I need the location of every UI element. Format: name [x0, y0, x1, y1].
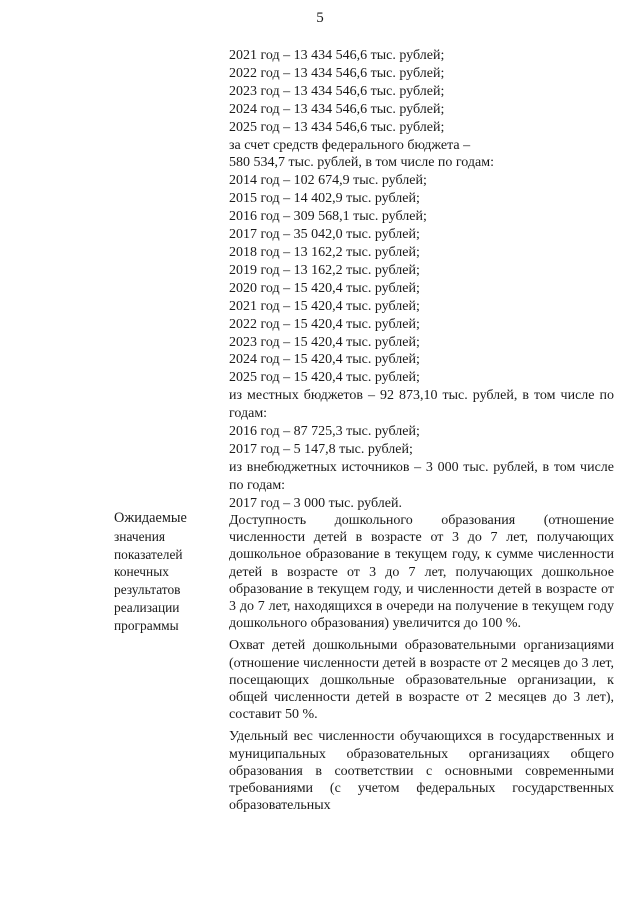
funding-line: 2023 год – 13 434 546,6 тыс. рублей; — [229, 83, 445, 99]
funding-line: 2022 год – 15 420,4 тыс. рублей; — [229, 316, 420, 332]
federal-budget-total: 580 534,7 тыс. рублей, в том числе по годам: — [229, 155, 494, 171]
funding-line: 2018 год – 13 162,2 тыс. рублей; — [229, 244, 420, 260]
funding-block — [229, 47, 614, 513]
expected-results-text — [229, 512, 614, 819]
federal-budget-heading: за счет средств федерального бюджета – — [229, 137, 471, 153]
label-line: Ожидаемые — [114, 510, 187, 526]
funding-line: 2017 год – 5 147,8 тыс. рублей; — [229, 441, 413, 457]
label-line: показателей — [114, 546, 183, 562]
funding-line: 2021 год – 13 434 546,6 тыс. рублей; — [229, 48, 445, 63]
result-paragraph: Охват детей дошкольными образовательными организациями (отношение численности детей в возрасте от 2 месяцев до 3 лет, посещающих дошкольные образовательные организации, к общей численности детей в возрасте от 2 месяцев до 3 лет), составит 50 %. — [229, 638, 614, 723]
label-line: программы — [114, 617, 179, 633]
funding-line: 2023 год – 15 420,4 тыс. рублей; — [229, 334, 420, 350]
label-line: конечных — [114, 564, 169, 580]
funding-line: 2020 год – 15 420,4 тыс. рублей; — [229, 280, 420, 296]
label-line: значения — [114, 528, 166, 544]
label-line: результатов — [114, 582, 181, 598]
funding-line: 2024 год – 15 420,4 тыс. рублей; — [229, 352, 420, 368]
funding-line: 2014 год – 102 674,9 тыс. рублей; — [229, 173, 427, 189]
result-paragraph: Удельный вес численности обучающихся в государственных и муниципальных образовательных организациях общего образования в соответствии с основными современными требованиями (с учетом федеральных государственных образовательных — [229, 729, 614, 814]
funding-line: 2025 год – 15 420,4 тыс. рублей; — [229, 370, 420, 386]
funding-line: 2024 год – 13 434 546,6 тыс. рублей; — [229, 101, 445, 117]
funding-line: 2021 год – 15 420,4 тыс. рублей; — [229, 298, 420, 314]
funding-line: 2016 год – 309 568,1 тыс. рублей; — [229, 209, 427, 225]
funding-line: 2015 год – 14 402,9 тыс. рублей; — [229, 191, 420, 207]
result-paragraph: Доступность дошкольного образования (отношение численности детей в возрасте от 3 до 7 лет, получающих дошкольное образование в текущем году, к сумме численности детей в возрасте от 3 до 7 лет, получающих дошкольное образование в текущем году, и численности детей в возрасте от 3 до 7 лет, находящихся в очереди на получение в текущем году дошкольного образования) увеличится до 100 %. — [229, 513, 614, 632]
extra-budget-heading: из внебюджетных источников – 3 000 тыс. рублей, в том числе по годам: — [229, 459, 614, 493]
label-line: реализации — [114, 599, 180, 615]
expected-results-label — [114, 510, 216, 635]
funding-line: 2016 год – 87 725,3 тыс. рублей; — [229, 424, 420, 440]
page-number: 5 — [316, 10, 324, 26]
funding-line: 2017 год – 35 042,0 тыс. рублей; — [229, 227, 420, 243]
funding-line: 2025 год – 13 434 546,6 тыс. рублей; — [229, 119, 445, 135]
funding-line: 2022 год – 13 434 546,6 тыс. рублей; — [229, 65, 445, 81]
funding-line: 2017 год – 3 000 тыс. рублей. — [229, 495, 402, 511]
local-budget-heading: из местных бюджетов – 92 873,10 тыс. рублей, в том числе по годам: — [229, 388, 614, 422]
funding-line: 2019 год – 13 162,2 тыс. рублей; — [229, 262, 420, 278]
